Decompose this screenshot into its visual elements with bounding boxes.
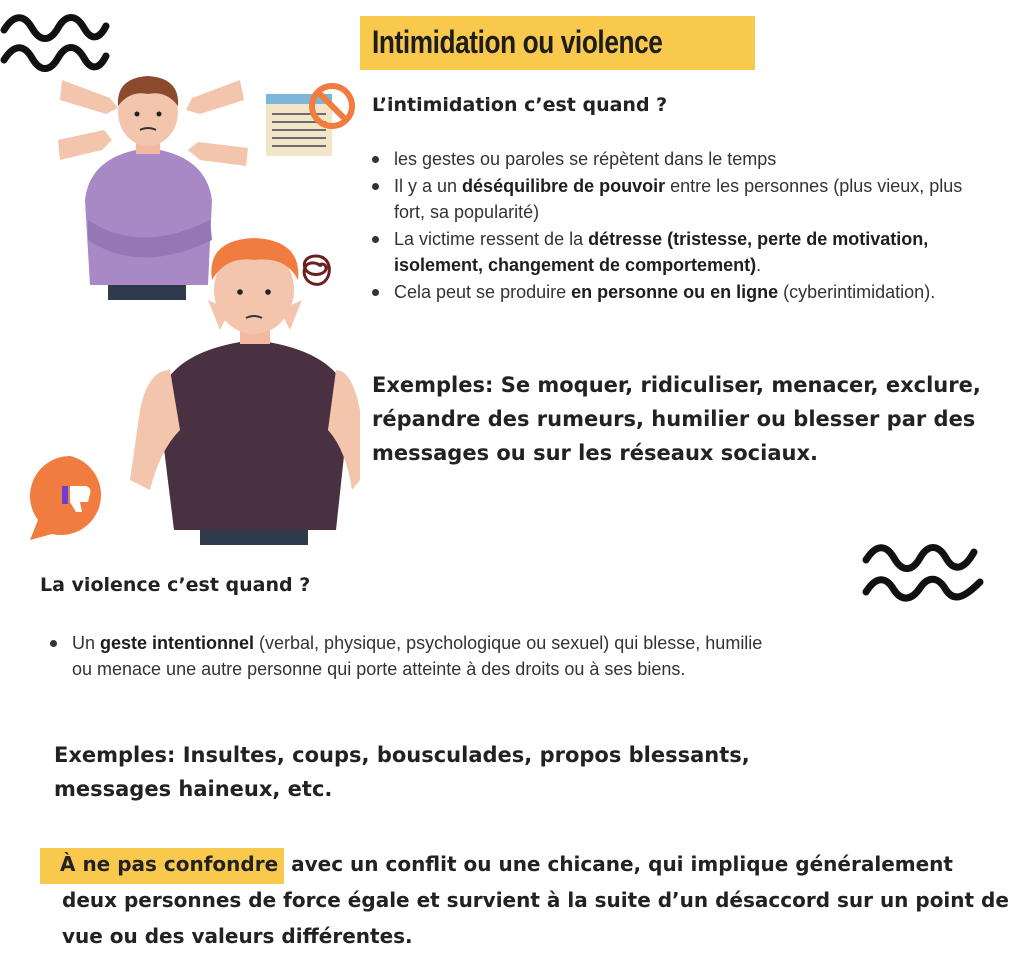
intimidation-list [370, 146, 970, 306]
note-highlight: À ne pas confondre [40, 848, 284, 884]
list-item: La victime ressent de la détresse (tristesse, perte de motivation, isolement, changement de comportement). [370, 226, 970, 278]
list-item: les gestes ou paroles se répètent dans le temps [370, 146, 970, 172]
violence-list [48, 630, 768, 683]
intimidation-heading: L’intimidation c’est quand ? [372, 94, 668, 116]
thumbs-down-bubble-icon [22, 452, 114, 544]
squiggle-icon [0, 8, 115, 78]
page-title: Intimidation ou violence [372, 24, 663, 60]
list-item: Un geste intentionnel (verbal, physique, psychologique ou sexuel) qui blesse, humilie ou menace une autre personne qui porte atteinte à des droits ou à ses biens. [48, 630, 768, 682]
violence-examples: Exemples: Insultes, coups, bousculades, propos blessants, messages haineux, etc. [54, 743, 750, 801]
list-item: Il y a un déséquilibre de pouvoir entre les personnes (plus vieux, plus fort, sa popularité) [370, 173, 970, 225]
no-newspaper-icon [264, 82, 360, 158]
squiggle-icon [860, 536, 988, 604]
intimidation-examples: Exemples: Se moquer, ridiculiser, menacer, exclure, répandre des rumeurs, humilier ou blesser par des messages ou sur les réseaux sociaux. [372, 373, 981, 465]
list-item: Cela peut se produire en personne ou en ligne (cyberintimidation). [370, 279, 970, 305]
note-paragraph: À ne pas confondre avec un conflit ou une chicane, qui implique généralement deux personnes de force égale et survient à la suite d’un désaccord sur un point de vue ou des valeurs différentes. [62, 846, 1012, 954]
violence-heading: La violence c’est quand ? [40, 574, 311, 596]
